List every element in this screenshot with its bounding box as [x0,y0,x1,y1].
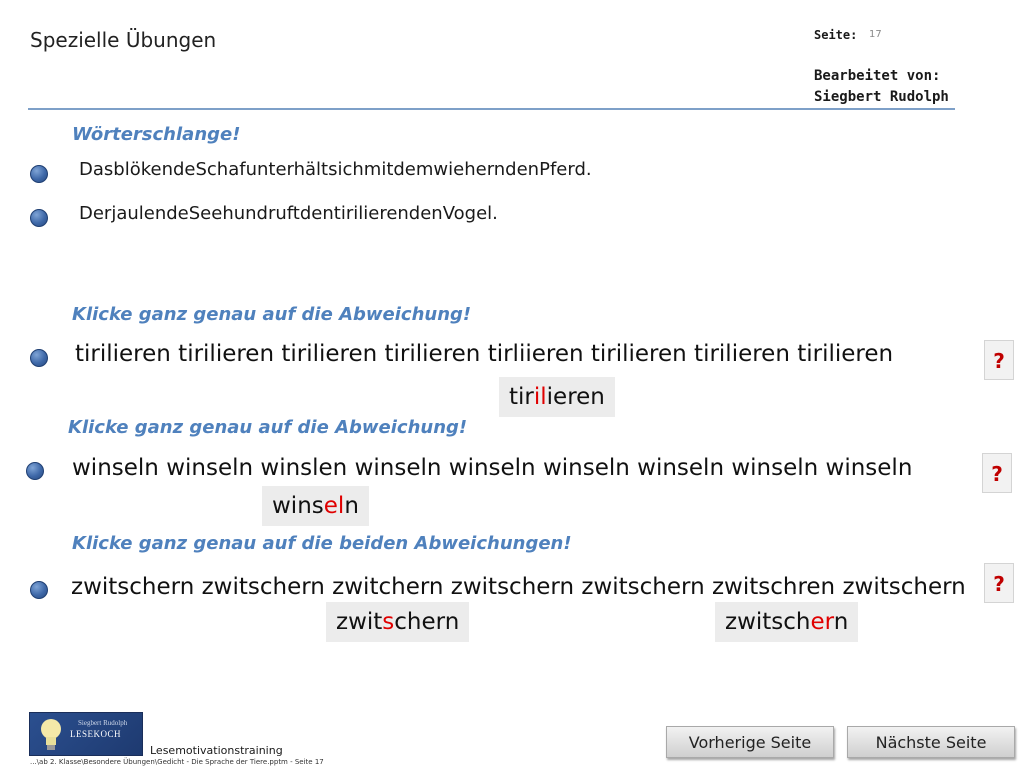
solution-zwitschern-2 [715,602,858,642]
solution-highlight: s [382,609,395,635]
solution-zwitschern-1 [326,602,469,642]
word-snake-sentence-1[interactable]: DasblökendeSchafunterhältsichmitdemwieherndenPferd. [79,159,592,180]
bullet-sentence-1[interactable] [30,165,48,183]
solution-text: tir [509,384,534,410]
word-line-winseln[interactable]: winseln winseln winslen winseln winseln winseln winseln winseln winseln [72,455,913,481]
file-path: ...\ab 2. Klasse\Besondere Übungen\Gedicht - Die Sprache der Tiere.pptm - Seite 17 [30,758,324,766]
logo-author: Siegbert Rudolph [78,719,128,727]
instruction-deviation-1: Klicke ganz genau auf die Abweichung! [72,304,472,325]
bullet-tirilieren[interactable] [30,349,48,367]
solution-text: chern [394,609,460,635]
next-page-button[interactable]: Nächste Seite [847,726,1015,758]
instruction-deviation-3: Klicke ganz genau auf die beiden Abweichungen! [72,533,572,554]
solution-text: zwitsch [725,609,811,635]
logo-brand: LESEKOCH [70,729,121,739]
author-label: Bearbeitet von: [814,68,941,84]
instruction-word-snake: Wörterschlange! [72,124,241,145]
lesekoch-logo [29,712,143,756]
lightbulb-icon [38,717,64,753]
solution-highlight: el [323,493,345,519]
question-button-1[interactable]: ? [984,340,1014,380]
bullet-winseln[interactable] [26,462,44,480]
question-button-2[interactable]: ? [982,453,1012,493]
solution-highlight: il [533,384,547,410]
solution-text: n [833,609,849,635]
previous-page-button[interactable]: Vorherige Seite [666,726,834,758]
solution-winseln [262,486,369,526]
bullet-sentence-2[interactable] [30,209,48,227]
instruction-deviation-2: Klicke ganz genau auf die Abweichung! [68,417,468,438]
solution-text: n [344,493,359,519]
program-name: Lesemotivationstraining [150,744,283,757]
author-name: Siegbert Rudolph [814,89,949,105]
bullet-zwitschern[interactable] [30,581,48,599]
solution-text: wins [272,493,324,519]
solution-text: zwit [336,609,383,635]
question-button-3[interactable]: ? [984,563,1014,603]
word-snake-sentence-2[interactable]: DerjaulendeSeehundruftdentirilierendenVogel. [79,203,498,224]
author-block [814,66,949,108]
header-divider [28,108,955,110]
word-line-zwitschern[interactable]: zwitschern zwitschern zwitchern zwitschern zwitschern zwitschren zwitschern [71,574,966,600]
page-number: 17 [869,29,882,40]
page-label: Seite: [814,28,858,42]
word-line-tirilieren[interactable]: tirilieren tirilieren tirilieren tirilieren tirliieren tirilieren tirilieren tirilieren [75,341,894,367]
solution-text: ieren [546,384,605,410]
page-title: Spezielle Übungen [30,28,217,52]
solution-highlight: er [810,609,834,635]
solution-tirilieren [499,377,615,417]
